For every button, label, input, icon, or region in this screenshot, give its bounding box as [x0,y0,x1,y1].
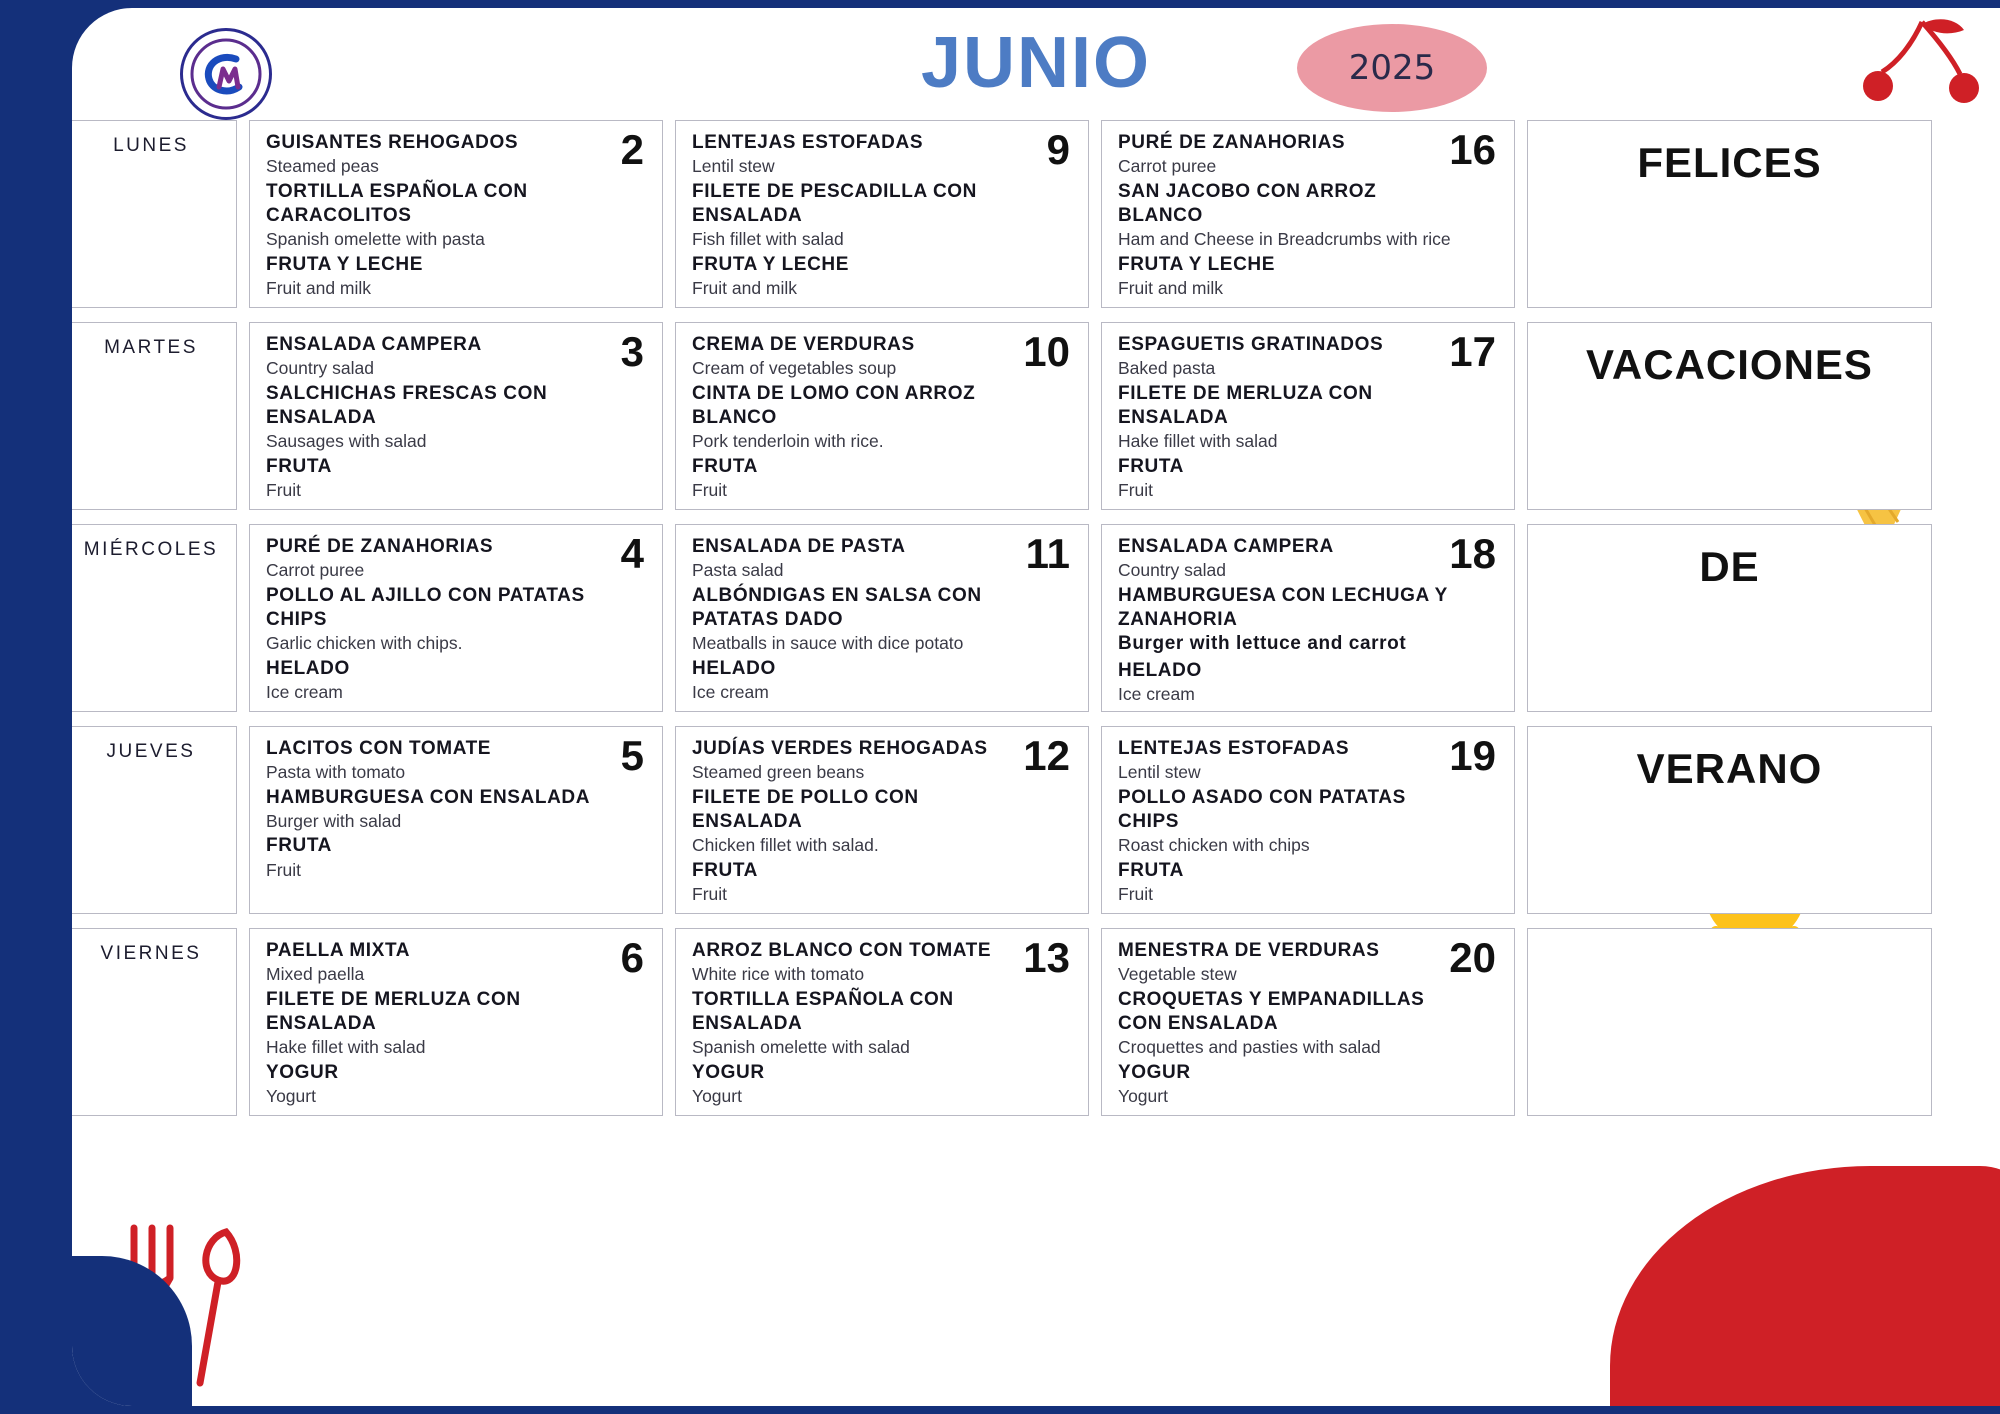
dish-en: Yogurt [1118,1086,1168,1107]
dish-es: CINTA DE LOMO CON ARROZ BLANCO [692,382,976,429]
menu-cell [675,524,1089,712]
menu-item [266,530,646,582]
dish-es: YOGUR [266,1061,339,1083]
dish-es: FRUTA Y LECHE [266,253,423,275]
menu-item [266,126,646,178]
menu-item [1118,934,1498,986]
menu-cell [249,120,663,308]
dish-en: Fruit and milk [692,278,798,299]
dish-es: HAMBURGUESA CON ENSALADA [266,786,591,808]
date-number: 6 [620,934,644,981]
menu-cell [249,322,663,510]
dish-en: Steamed peas [266,156,379,177]
day-label: MARTES [104,337,198,358]
menu-item [266,988,646,1059]
dish-es: HAMBURGUESA CON LECHUGA Y ZANAHORIA [1118,584,1448,631]
dish-en: Mixed paella [266,964,365,985]
dish-es: FRUTA [1118,455,1184,477]
dish-en: Country salad [1118,560,1226,581]
week-row [72,524,2000,712]
menu-item [266,180,646,251]
menu-cell [1101,928,1515,1116]
menu-grid [72,120,2000,1130]
menu-sheet [72,8,2000,1406]
menu-item [266,934,646,986]
dish-es: CROQUETAS Y EMPANADILLAS CON ENSALADA [1118,988,1425,1035]
year-badge: 2025 [1297,24,1487,112]
dish-en: Ice cream [1118,683,1195,704]
menu-item [266,834,646,881]
date-number: 17 [1449,328,1496,375]
date-number: 16 [1449,126,1496,173]
side-word: VERANO [1636,745,1823,792]
menu-item [266,732,646,784]
menu-item [266,657,646,704]
dish-es: ALBÓNDIGAS EN SALSA CON PATATAS DADO [692,584,982,631]
dish-es: ENSALADA CAMPERA [266,334,482,355]
dish-es: LENTEJAS ESTOFADAS [692,132,924,153]
dish-en: Spanish omelette with salad [692,1037,910,1058]
dish-es: YOGUR [692,1061,765,1083]
dish-en: Baked pasta [1118,358,1216,379]
menu-cell [249,928,663,1116]
dish-en: Burger with lettuce and carrot [1118,633,1407,655]
dish-en: Ice cream [692,682,769,703]
dish-en: Carrot puree [1118,156,1217,177]
date-number: 19 [1449,732,1496,779]
menu-item [266,328,646,380]
dish-en: Steamed green beans [692,762,865,783]
dish-es: FILETE DE MERLUZA CON ENSALADA [266,988,521,1035]
date-number: 10 [1023,328,1070,375]
dish-es: HELADO [266,657,350,679]
dish-en: Cream of vegetables soup [692,358,897,379]
side-word-cell [1527,726,1932,914]
menu-item [692,732,1072,784]
dish-en: Fruit [1118,480,1153,501]
date-number: 20 [1449,934,1496,981]
date-number: 4 [620,530,644,577]
menu-item [692,126,1072,178]
menu-item [692,584,1072,655]
dish-es: ARROZ BLANCO CON TOMATE [692,940,992,961]
dish-en: Sausages with salad [266,431,427,452]
day-label: LUNES [113,135,189,156]
menu-item [1118,253,1498,300]
dish-en: Pasta with tomato [266,762,406,783]
date-number: 18 [1449,530,1496,577]
dish-es: LACITOS CON TOMATE [266,738,492,759]
menu-item [1118,732,1498,784]
dish-en: Ice cream [266,682,343,703]
dish-es: FRUTA [1118,859,1184,881]
menu-item [692,988,1072,1059]
menu-item [266,584,646,655]
menu-item [692,530,1072,582]
dish-es: HELADO [1118,659,1202,681]
menu-cell [675,928,1089,1116]
dish-es: ENSALADA DE PASTA [692,536,906,557]
menu-item [266,786,646,833]
dish-es: ESPAGUETIS GRATINADOS [1118,334,1384,355]
menu-item [1118,126,1498,178]
menu-cell [1101,120,1515,308]
day-label-cell [72,524,237,712]
menu-cell [249,524,663,712]
dish-es: CREMA DE VERDURAS [692,334,915,355]
menu-item [1118,382,1498,453]
menu-item [692,455,1072,502]
dish-en: Fruit and milk [1118,278,1224,299]
menu-item [1118,1061,1498,1108]
day-label-cell [72,120,237,308]
menu-cell [249,726,663,914]
date-number: 13 [1023,934,1070,981]
dish-en: Fruit [266,480,301,501]
menu-cell [1101,322,1515,510]
dish-es: GUISANTES REHOGADOS [266,132,519,153]
menu-item [692,786,1072,857]
cherries-icon [1852,14,1982,134]
date-number: 12 [1023,732,1070,779]
dish-es: FILETE DE PESCADILLA CON ENSALADA [692,180,977,227]
dish-en: Fruit [692,480,727,501]
menu-item [266,253,646,300]
date-number: 3 [620,328,644,375]
menu-cell [1101,524,1515,712]
day-label-cell [72,928,237,1116]
menu-cell [675,322,1089,510]
dish-en: Fruit and milk [266,278,372,299]
day-label: MIÉRCOLES [83,539,219,560]
menu-item [692,180,1072,251]
menu-item [1118,180,1498,251]
dish-en: Fish fillet with salad [692,229,844,250]
dish-es: YOGUR [1118,1061,1191,1083]
dish-es: FRUTA Y LECHE [1118,253,1275,275]
dish-en: Fruit [692,884,727,905]
dish-en: Hake fillet with salad [266,1037,426,1058]
dish-es: MENESTRA DE VERDURAS [1118,940,1380,961]
side-word-cell [1527,928,1932,1116]
menu-item [1118,988,1498,1059]
dish-en: Chicken fillet with salad. [692,835,879,856]
dish-en: Pork tenderloin with rice. [692,431,884,452]
menu-cell [675,120,1089,308]
dish-es: TORTILLA ESPAÑOLA CON CARACOLITOS [266,180,528,227]
menu-item [1118,786,1498,857]
menu-item [692,859,1072,906]
menu-item [1118,859,1498,906]
dish-es: PURÉ DE ZANAHORIAS [1118,132,1346,153]
date-number: 5 [620,732,644,779]
date-number: 9 [1046,126,1070,173]
menu-item [1118,328,1498,380]
dish-es: POLLO ASADO CON PATATAS CHIPS [1118,786,1406,833]
date-number: 11 [1025,530,1070,577]
menu-item [1118,530,1498,582]
week-row [72,322,2000,510]
side-word-cell [1527,322,1932,510]
dish-es: FRUTA [266,455,332,477]
side-word-cell [1527,524,1932,712]
dish-en: Yogurt [266,1086,316,1107]
day-label: VIERNES [100,943,202,964]
day-label-cell [72,322,237,510]
dish-es: POLLO AL AJILLO CON PATATAS CHIPS [266,584,585,631]
menu-item [1118,659,1498,706]
dish-en: Lentil stew [1118,762,1201,783]
dish-es: FRUTA [692,859,758,881]
dish-es: FILETE DE MERLUZA CON ENSALADA [1118,382,1373,429]
dish-en: Burger with salad [266,811,402,832]
dish-es: FRUTA Y LECHE [692,253,849,275]
page-title: JUNIO [920,23,1152,103]
week-row [72,120,2000,308]
dish-en: Fruit [266,859,301,880]
dish-en: Vegetable stew [1118,964,1237,985]
menu-item [266,455,646,502]
dish-en: Croquettes and pasties with salad [1118,1037,1381,1058]
day-label: JUEVES [106,741,196,762]
dish-en: Yogurt [692,1086,742,1107]
dish-en: Pasta salad [692,560,784,581]
side-word: DE [1699,543,1760,590]
menu-item [266,382,646,453]
menu-cell [1101,726,1515,914]
dish-en: Spanish omelette with pasta [266,229,485,250]
dish-en: Hake fillet with salad [1118,431,1278,452]
dish-en: Meatballs in sauce with dice potato [692,633,964,654]
dish-en: Lentil stew [692,156,775,177]
menu-cell [675,726,1089,914]
dish-en: Garlic chicken with chips. [266,633,463,654]
week-row [72,928,2000,1116]
side-word-cell [1527,120,1932,308]
menu-item [692,328,1072,380]
date-number: 2 [620,126,644,173]
dish-es: HELADO [692,657,776,679]
dish-en: White rice with tomato [692,964,865,985]
menu-item [266,1061,646,1108]
side-word: VACACIONES [1586,341,1873,388]
dish-es: FRUTA [692,455,758,477]
week-row [72,726,2000,914]
dish-en: Ham and Cheese in Breadcrumbs with rice [1118,229,1451,250]
dish-en: Carrot puree [266,560,365,581]
menu-item [692,253,1072,300]
dish-es: SALCHICHAS FRESCAS CON ENSALADA [266,382,548,429]
dish-es: ENSALADA CAMPERA [1118,536,1334,557]
dish-es: FRUTA [266,835,332,857]
dish-es: JUDÍAS VERDES REHOGADAS [692,738,988,759]
menu-item [692,657,1072,704]
day-label-cell [72,726,237,914]
dish-es: PURÉ DE ZANAHORIAS [266,536,494,557]
dish-es: FILETE DE POLLO CON ENSALADA [692,786,919,833]
dish-es: LENTEJAS ESTOFADAS [1118,738,1350,759]
dish-en: Country salad [266,358,374,379]
side-word: FELICES [1637,139,1822,186]
dish-es: SAN JACOBO CON ARROZ BLANCO [1118,180,1377,227]
dish-en: Roast chicken with chips [1118,835,1310,856]
red-blob-decoration [1610,1166,2000,1406]
dish-en: Fruit [1118,884,1153,905]
menu-item [1118,455,1498,502]
dish-es: PAELLA MIXTA [266,940,411,961]
menu-item [1118,584,1498,657]
dish-es: TORTILLA ESPAÑOLA CON ENSALADA [692,988,954,1035]
menu-item [692,934,1072,986]
menu-item [692,382,1072,453]
menu-item [692,1061,1072,1108]
